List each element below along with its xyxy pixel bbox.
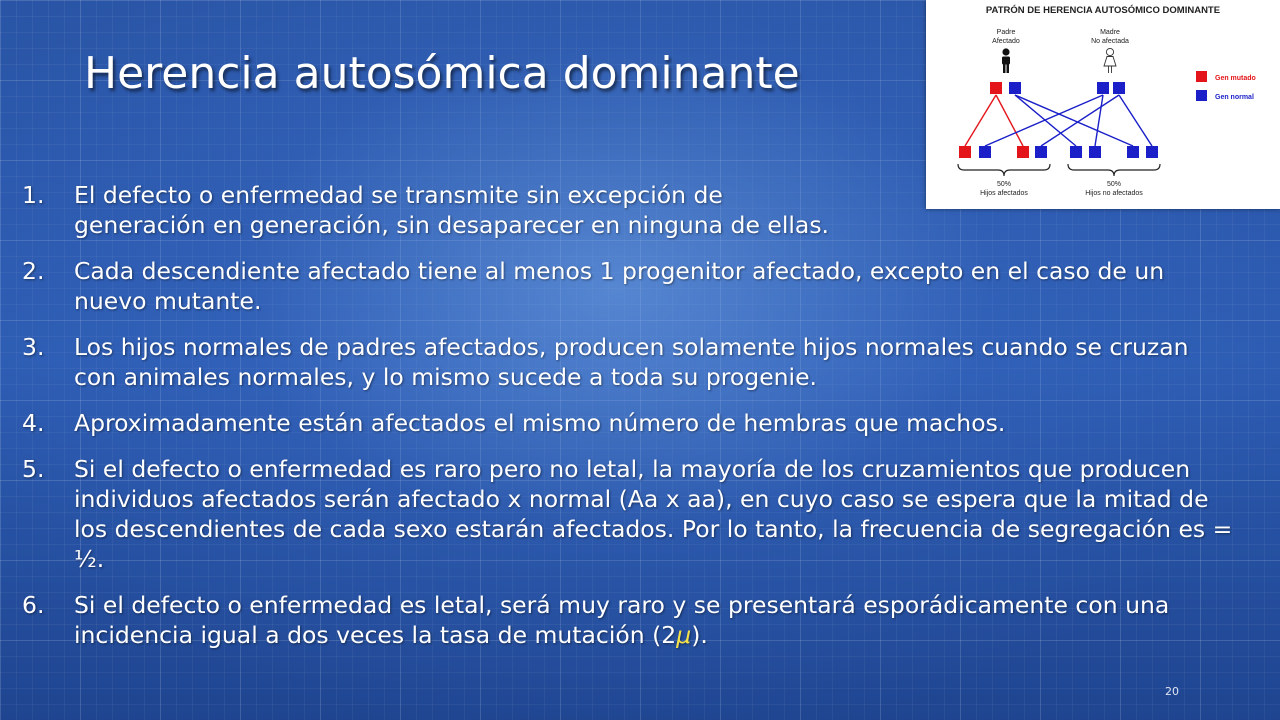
legend-mutated-label: Gen mutado bbox=[1215, 75, 1256, 82]
offspring-affected-2 bbox=[1017, 146, 1047, 158]
unaffected-label: Hijos no afectados bbox=[1085, 190, 1143, 197]
list-item-text-start: Si el defecto o enfermedad es letal, será muy raro y se presentará esporádicamente con una incidencia igual a dos veces la tasa de mutación (2 bbox=[74, 591, 1170, 649]
list-item-number: 6. bbox=[22, 591, 45, 619]
list-item-text: Si el defecto o enfermedad es raro pero no letal, la mayoría de los cruzamientos que producen individuos afectados serán afectado x normal (Aa x aa), en cuyo caso se espera que la mitad de los descendientes de cada sexo estarán afectados. Por lo tanto, la frecuencia de segregación es = ½. bbox=[74, 455, 1233, 573]
mu-symbol: μ bbox=[676, 621, 692, 649]
list-item bbox=[22, 454, 1237, 574]
inheritance-diagram bbox=[926, 0, 1280, 209]
list-item-text: El defecto o enfermedad se transmite sin excepción de generación en generación, sin desaparecer en ninguna de ellas. bbox=[74, 181, 830, 239]
affected-percent: 50% bbox=[996, 181, 1012, 188]
list-item-number: 4. bbox=[22, 409, 45, 437]
list-item-text bbox=[74, 591, 1169, 649]
criteria-list bbox=[22, 180, 1237, 666]
legend-mutated-swatch bbox=[1196, 71, 1207, 82]
offspring-affected-1 bbox=[959, 146, 991, 158]
legend-normal-swatch bbox=[1196, 90, 1207, 101]
affected-label: Hijos afectados bbox=[980, 190, 1028, 197]
list-item-text-end: ). bbox=[691, 621, 708, 649]
list-item bbox=[22, 332, 1237, 392]
mother-label-line2: No afectada bbox=[1091, 38, 1129, 45]
father-label-line1: Padre bbox=[996, 29, 1016, 36]
inheritance-lines bbox=[965, 95, 1152, 146]
list-item bbox=[22, 590, 1237, 650]
female-figure-icon bbox=[1104, 48, 1116, 73]
offspring-unaffected-2 bbox=[1127, 146, 1158, 158]
mother-normal-gene bbox=[1113, 82, 1125, 94]
list-item-text: Cada descendiente afectado tiene al menos 1 progenitor afectado, excepto en el caso de un nuevo mutante. bbox=[74, 257, 1165, 315]
list-item bbox=[22, 408, 1237, 438]
father-normal-gene bbox=[1009, 82, 1021, 94]
father-label-line2: Afectado bbox=[992, 38, 1020, 45]
mother-label-line1: Madre bbox=[1100, 29, 1120, 36]
list-item-text: Los hijos normales de padres afectados, producen solamente hijos normales cuando se cruzan con animales normales, y lo mismo sucede a toda su progenie. bbox=[74, 333, 1189, 391]
unaffected-percent: 50% bbox=[1106, 181, 1122, 188]
legend-normal-label: Gen normal bbox=[1215, 94, 1254, 101]
mother-normal-gene bbox=[1097, 82, 1109, 94]
diagram-title: PATRÓN DE HERENCIA AUTOSÓMICO DOMINANTE bbox=[985, 5, 1221, 16]
slide-title: Herencia autosómica dominante bbox=[84, 48, 800, 99]
affected-brace bbox=[958, 164, 1050, 176]
inheritance-diagram-svg bbox=[926, 0, 1280, 209]
list-item-number: 2. bbox=[22, 257, 45, 285]
list-item-number: 1. bbox=[22, 181, 45, 209]
list-item-number: 5. bbox=[22, 455, 45, 483]
unaffected-brace bbox=[1068, 164, 1160, 176]
father-mutated-gene bbox=[990, 82, 1002, 94]
list-item bbox=[22, 256, 1237, 316]
list-item-text: Aproximadamente están afectados el mismo número de hembras que machos. bbox=[74, 409, 1006, 437]
slide-number: 20 bbox=[1165, 685, 1179, 698]
male-figure-icon bbox=[1002, 48, 1010, 73]
list-item-number: 3. bbox=[22, 333, 45, 361]
offspring-unaffected-1 bbox=[1070, 146, 1101, 158]
